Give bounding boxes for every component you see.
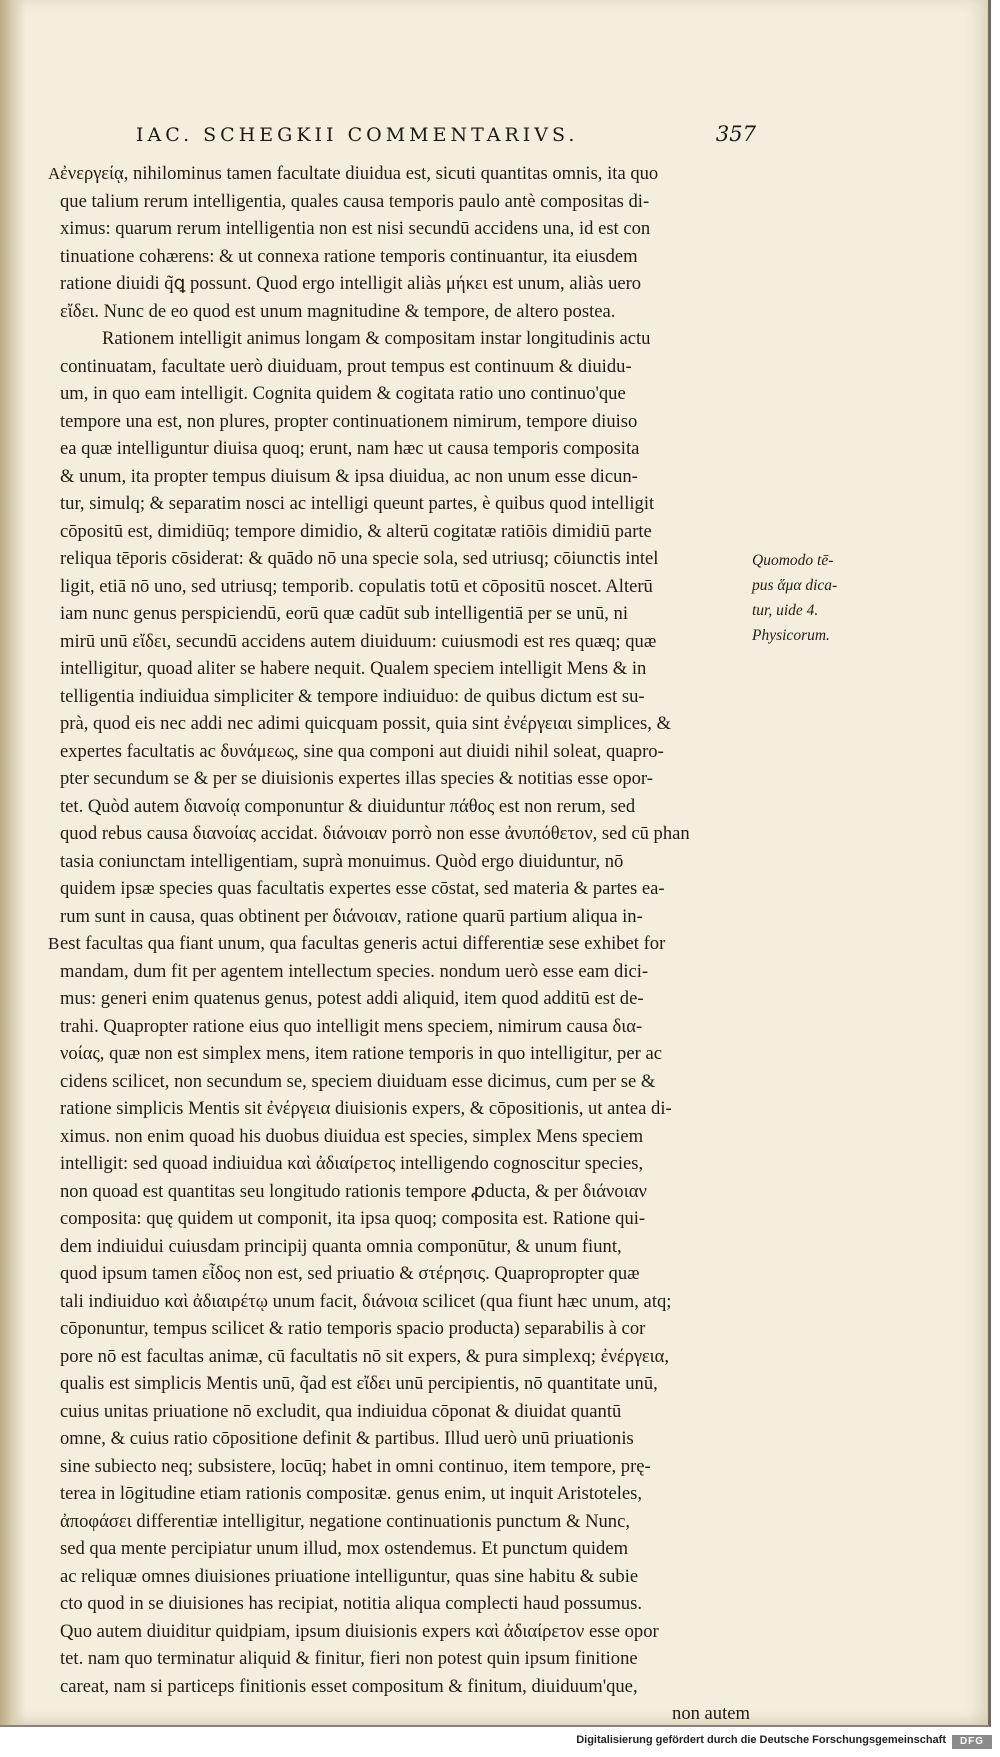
text-line-content: um, in quo eam intelligit. Cognita quidem & cogitata ratio uno continuo'que [60, 383, 626, 404]
text-line [48, 408, 758, 436]
text-line [48, 1013, 758, 1041]
text-line [48, 490, 758, 518]
text-line-content: cidens scilicet, non secundum se, speciem diuiduam esse dicimus, cum per se & [60, 1070, 656, 1092]
text-line-content: ἐνεργείᾳ, nihilominus tamen facultate diuidua est, sicuti quantitas omnis, ita quo [60, 163, 659, 184]
text-line-content: tasia coniunctam intelligentiam, suprà monuimus. Quòd ergo diuiduntur, nō [60, 850, 624, 872]
text-line-content: quod rebus causa διανοίας accidat. διάνοιαν porrò non esse ἀνυπόθετον, sed cū phan [60, 823, 690, 844]
text-line [48, 1535, 758, 1563]
text-line-content: sine subiecto neq; subsistere, locūq; habet in omni continuo, item tempore, prę- [60, 1455, 651, 1477]
text-line-content: omne, & cuius ratio cōpositione definit & partibus. Illud uerò unū priuationis [60, 1428, 634, 1449]
text-line-content: tet. Quòd autem διανοίᾳ componuntur & diuiduntur πάθος est non rerum, sed [60, 795, 636, 817]
text-line [48, 1453, 758, 1481]
page-number: 357 [715, 122, 756, 146]
text-line-content: prà, quod eis nec addi nec adimi quicquam possit, quia sint ἐνέργειαι simplices, & [60, 713, 671, 734]
text-line [48, 160, 758, 188]
text-line [48, 1205, 758, 1233]
text-line [48, 463, 758, 491]
text-line-content: sed qua mente percipiatur unum illud, mox ostendemus. Et punctum quidem [60, 1538, 629, 1559]
text-line [48, 298, 758, 326]
text-line-content: tali indiuiduo καὶ ἀδιαιρέτῳ unum facit, διάνοια scilicet (qua fiunt hæc unum, atq; [60, 1290, 672, 1312]
running-title: IAC. SCHEGKII COMMENTARIVS. [136, 124, 579, 146]
text-line [48, 738, 758, 766]
text-line-content: continuatam, facultate uerò diuiduam, prout tempus est continuum & diuidu- [60, 355, 632, 377]
text-line-content: expertes facultatis ac δυνάμεως, sine qua componi aut diuidi nihil soleat, quapro- [60, 740, 664, 762]
section-mark: B [48, 934, 60, 953]
text-line [48, 573, 758, 601]
text-line [48, 765, 758, 793]
text-line [48, 325, 758, 353]
text-line [48, 1480, 758, 1508]
text-line-content: iam nunc genus perspiciendū, eorū quæ cadūt sub intelligentiā per se unū, ni [60, 603, 629, 624]
body-text [48, 160, 758, 1724]
text-line-content: tempore una est, non plures, propter continuationem nimirum, tempore diuiso [60, 410, 638, 432]
text-line [48, 930, 758, 958]
text-line [48, 820, 758, 848]
text-line-content: intelligitur, quoad aliter se habere nequit. Qualem speciem intelligit Mens & in [60, 658, 647, 679]
text-line [48, 1563, 758, 1591]
text-line-content: tur, simulq; & separatim nosci ac intelligi queunt partes, è quibus quod intelligit [60, 493, 655, 514]
text-line [48, 683, 758, 711]
text-line [48, 1233, 758, 1261]
text-line-content: non quoad est quantitas seu longitudo rationis tempore ꝓducta, & per διάνοιαν [60, 1180, 647, 1202]
footer-credit: Digitalisierung gefördert durch die Deutsche Forschungsgemeinschaft [576, 1734, 946, 1746]
text-line-content: composita: quę quidem ut componit, ita ipsa quoq; composita est. Ratione qui- [60, 1208, 646, 1229]
text-line-content: & unum, ita propter tempus diuisum & ipsa diuidua, ac non unum esse dicun- [60, 465, 638, 487]
dfg-logo: DFG [952, 1735, 992, 1749]
text-line-content: pter secundum se & per se diuisionis expertes illas species & notitias esse opor- [60, 768, 653, 789]
text-line-content: que talium rerum intelligentia, quales causa temporis paulo antè compositas di- [60, 190, 650, 212]
text-line-content: cto quod in se diuisiones has recipiat, notitia aliqua complecti haud possumus. [60, 1593, 642, 1614]
text-line-content: cōponuntur, tempus scilicet & ratio temporis spacio producta) separabilis à cor [60, 1318, 646, 1339]
text-line-content: tinuatione cohærens: & ut connexa ratione temporis continuantur, ita eiusdem [60, 245, 638, 267]
text-line-content: Rationem intelligit animus longam & compositam instar longitudinis actu [102, 328, 651, 349]
text-line-content: cuius unitas priuatione nō excludit, qua indiuidua cōponat & diuidat quantū [60, 1400, 622, 1422]
text-line [48, 903, 758, 931]
text-line [48, 875, 758, 903]
text-line-content: tet. nam quo terminatur aliquid & finitur, fieri non potest quin ipsum finitione [60, 1648, 638, 1669]
text-line [48, 985, 758, 1013]
text-line-content: ratione simplicis Mentis sit ἐνέργεια diuisionis expers, & cōpositionis, ut antea di- [60, 1098, 672, 1119]
margin-note-line: Quomodo tē- [752, 552, 834, 569]
margin-note [752, 548, 852, 648]
text-line [48, 1425, 758, 1453]
margin-note-line: pus ἅμα dica- [752, 577, 838, 594]
text-line-content: quod ipsum tamen εἶδος non est, sed priuatio & στέρησις. Quapropropter quæ [60, 1263, 640, 1284]
text-line [48, 1398, 758, 1426]
text-line-content: cōpositū est, dimidiūq; tempore dimidio, & alterū cogitatæ ratiōis dimidiū parte [60, 520, 652, 542]
text-line [48, 1590, 758, 1618]
text-line [48, 1343, 758, 1371]
text-line [48, 270, 758, 298]
text-line-content: pore nō est facultas animæ, cū facultatis nō sit expers, & pura simplexq; ἐνέργεια, [60, 1345, 670, 1367]
text-line [48, 1150, 758, 1178]
text-line [48, 188, 758, 216]
text-line-content: mus: generi enim quatenus genus, potest addi aliquid, item quod additū est de- [60, 988, 644, 1009]
text-line [48, 958, 758, 986]
text-line [48, 600, 758, 628]
text-line-content: ligit, etiā nō uno, sed utriusq; temporib. copulatis totū et cōpositū noscet. Alterū [60, 575, 653, 597]
text-line [48, 1673, 758, 1701]
page-header [136, 124, 756, 154]
text-line-content: terea in lōgitudine etiam rationis compositæ. genus enim, ut inquit Aristoteles, [60, 1483, 642, 1504]
text-line-content: est facultas qua fiant unum, qua facultas generis actui differentiæ sese exhibet for [60, 933, 666, 954]
text-line-content: εἴδει. Nunc de eo quod est unum magnitudine & tempore, de altero postea. [60, 300, 616, 322]
section-mark: A [48, 164, 61, 183]
margin-note-line: tur, uide 4. [752, 602, 819, 619]
text-line-content: dem indiuidui cuiusdam principij quanta omnia componūtur, & unum fiunt, [60, 1235, 622, 1257]
text-line [48, 793, 758, 821]
text-line [48, 1095, 758, 1123]
text-line-content: νοίας, quæ non est simplex mens, item ratione temporis in quo intelligitur, per ac [60, 1043, 662, 1064]
text-line [48, 1315, 758, 1343]
text-line [48, 518, 758, 546]
text-line-content: rum sunt in causa, quas obtinent per διάνοιαν, ratione quarū partium aliqua in- [60, 905, 643, 927]
text-line [48, 655, 758, 683]
text-line [48, 1700, 758, 1728]
text-line [48, 545, 758, 573]
text-line-content: ximus: quarum rerum intelligentia non est nisi secundū accidens una, id est con [60, 218, 651, 239]
text-line [48, 243, 758, 271]
digitization-footer [0, 1734, 1000, 1754]
text-line [48, 1123, 758, 1151]
text-line [48, 1508, 758, 1536]
text-line-content: reliqua tēporis cōsiderat: & quādo nō una specie sola, sed utriusq; cōiunctis intel [60, 548, 659, 569]
text-line-content: careat, nam si particeps finitionis esset compositum & finitum, diuiduum'que, [60, 1675, 638, 1697]
text-line [48, 1370, 758, 1398]
margin-note-line: Physicorum. [752, 627, 830, 644]
text-line [48, 628, 758, 656]
text-line [48, 1288, 758, 1316]
text-line [48, 1260, 758, 1288]
text-line-content: ac reliquæ omnes diuisiones priuatione intelliguntur, quas sine habitu & subie [60, 1565, 639, 1587]
text-line-content: qualis est simplicis Mentis unū, q̃ad est εἴδει unū percipientis, nō quantitate unū, [60, 1373, 658, 1394]
text-line-content: mandam, dum fit per agentem intellectum species. nondum uerò esse eam dici- [60, 960, 649, 982]
text-line-content: quidem ipsæ species quas facultatis expertes esse cōstat, sed materia & partes ea- [60, 878, 665, 899]
text-line [48, 1040, 758, 1068]
text-line-content: telligentia indiuidua simpliciter & tempore indiuiduo: de quibus dictum est su- [60, 685, 645, 707]
text-line [48, 380, 758, 408]
text-line-content: ἀποφάσει differentiæ intelligitur, negatione continuationis punctum & Nunc, [60, 1510, 630, 1532]
text-line-content: trahi. Quapropter ratione eius quo intelligit mens speciem, nimirum causa δια- [60, 1015, 643, 1037]
text-line [48, 1068, 758, 1096]
text-line [48, 710, 758, 738]
text-line [48, 435, 758, 463]
text-line [48, 1618, 758, 1646]
text-line [48, 215, 758, 243]
text-line-content: non autem [672, 1703, 750, 1724]
text-line-content: ratione diuidi q̃ꝗ possunt. Quod ergo intelligit aliàs μήκει est unum, aliàs uero [60, 273, 642, 294]
text-line [48, 1645, 758, 1673]
text-line-content: mirū unū εἴδει, secundū accidens autem diuiduum: cuiusmodi est res quæq; quæ [60, 630, 657, 652]
text-line-content: Quo autem diuiditur quidpiam, ipsum diuisionis expers καὶ ἀδιαίρετον esse opor [60, 1620, 659, 1642]
page-spine-shadow [0, 0, 26, 1725]
text-line [48, 1178, 758, 1206]
text-line-content: intelligit: sed quoad indiuidua καὶ ἀδιαίρετος intelligendo cognoscitur species, [60, 1153, 644, 1174]
text-line [48, 848, 758, 876]
text-line [48, 353, 758, 381]
text-line-content: ea quæ intelliguntur diuisa quoq; erunt, nam hæc ut causa temporis composita [60, 438, 640, 459]
text-line-content: ximus. non enim quoad his duobus diuidua est species, simplex Mens speciem [60, 1125, 644, 1147]
